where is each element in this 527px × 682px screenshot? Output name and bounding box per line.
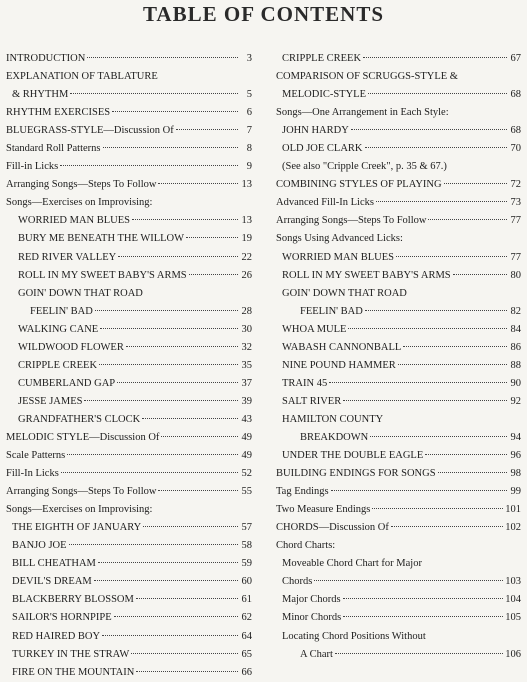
dot-leader [189,273,238,275]
toc-entry [276,628,521,646]
toc-entry [276,303,521,321]
dot-leader [67,453,238,455]
dot-leader [403,345,507,347]
toc-entry [6,628,252,646]
toc-page-number: 28 [241,305,252,317]
toc-entry-label: & RHYTHM [12,89,69,101]
toc-right-column [276,50,521,664]
dot-leader [117,381,238,383]
toc-page-number: 106 [505,648,521,660]
toc-entry [276,375,521,393]
toc-entry-label: Songs—Exercises on Improvising: [6,504,153,516]
toc-entry-label: WABASH CANNONBALL [282,341,402,353]
toc-page-number: 103 [505,576,521,588]
dot-leader [112,110,238,112]
dot-leader [372,507,503,509]
toc-entry [6,664,252,682]
dot-leader [438,471,507,473]
toc-page-number: 49 [241,450,252,462]
toc-entry-label: TURKEY IN THE STRAW [12,648,130,660]
toc-page-number: 13 [241,215,252,227]
toc-entry-label: Minor Chords [282,612,342,624]
toc-page-number: 13 [241,179,252,191]
toc-entry-label: UNDER THE DOUBLE EAGLE [282,450,424,462]
toc-entry [6,519,252,537]
toc-entry [6,501,252,519]
dot-leader [365,146,508,148]
toc-page-number: 26 [241,269,252,281]
dot-leader [70,92,238,94]
toc-entry [6,555,252,573]
toc-page-number: 49 [241,431,252,443]
dot-leader [370,435,507,437]
toc-entry-label: OLD JOE CLARK [282,143,363,155]
toc-entry [276,158,521,176]
dot-leader [368,92,507,94]
toc-entry [276,140,521,158]
toc-page-number: 8 [246,143,252,155]
dot-leader [391,525,503,527]
toc-entry [276,573,521,591]
toc-page-number: 32 [241,341,252,353]
toc-page-number: 92 [510,395,521,407]
toc-page-number: 61 [241,594,252,606]
toc-entry [6,429,252,447]
toc-entry-label: Songs Using Advanced Licks: [276,233,403,245]
toc-entry-label: Two Measure Endings [276,504,371,516]
toc-entry-label: DEVIL'S DREAM [12,576,92,588]
toc-left-column [6,50,252,682]
toc-entry-label: COMBINING STYLES OF PLAYING [276,179,442,191]
dot-leader [363,56,507,58]
toc-entry-label: Fill-In Licks [6,468,59,480]
toc-page-number: 68 [510,89,521,101]
toc-entry-label: TRAIN 45 [282,377,328,389]
toc-entry-label: GOIN' DOWN THAT ROAD [18,287,143,299]
toc-page-number: 90 [510,377,521,389]
toc-entry [276,249,521,267]
toc-entry [276,285,521,303]
toc-entry-label: (See also "Cripple Creek", p. 35 & 67.) [282,161,447,173]
toc-entry-label: Arranging Songs—Steps To Follow [6,179,157,191]
toc-entry-label: A Chart [300,648,333,660]
dot-leader [343,597,504,599]
dot-leader [348,327,507,329]
toc-entry [6,212,252,230]
toc-entry-label: CRIPPLE CREEK [18,359,98,371]
toc-page-number: 7 [246,125,252,137]
toc-entry-label: JESSE JAMES [18,395,83,407]
toc-page-number: 77 [510,251,521,263]
dot-leader [376,200,507,202]
dot-leader [425,453,507,455]
toc-page-number: 80 [510,269,521,281]
dot-leader [60,164,238,166]
toc-entry-label: Songs—One Arrangement in Each Style: [276,107,449,119]
toc-entry [276,411,521,429]
toc-page-number: 52 [241,468,252,480]
toc-entry-label: HAMILTON COUNTY [282,413,384,425]
toc-entry-label: RED RIVER VALLEY [18,251,117,263]
dot-leader [98,561,238,563]
toc-entry-label: BLACKBERRY BLOSSOM [12,594,134,606]
toc-entry-label: ROLL IN MY SWEET BABY'S ARMS [18,269,187,281]
toc-entry [6,447,252,465]
toc-entry-label: COMPARISON OF SCRUGGS-STYLE & [276,71,458,83]
toc-entry-label: BURY ME BENEATH THE WILLOW [18,233,185,245]
toc-entry [6,573,252,591]
toc-page-number: 60 [241,576,252,588]
toc-page-number: 22 [241,251,252,263]
dot-leader [335,652,503,654]
toc-page-number: 104 [505,594,521,606]
toc-entry [276,646,521,664]
dot-leader [161,435,238,437]
toc-entry [276,68,521,86]
toc-page-number: 72 [510,179,521,191]
toc-entry-label: WALKING CANE [18,323,99,335]
toc-entry-label: BREAKDOWN [300,431,369,443]
toc-page-number: 84 [510,323,521,335]
dot-leader [84,399,238,401]
dot-leader [95,309,238,311]
toc-entry-label: CRIPPLE CREEK [282,53,362,64]
dot-leader [365,309,507,311]
toc-entry-label: FEELIN' BAD [30,305,93,317]
toc-entry [6,465,252,483]
dot-leader [99,363,238,365]
toc-entry [276,122,521,140]
toc-entry-label: Arranging Songs—Steps To Follow [276,215,427,227]
toc-entry [6,537,252,555]
dot-leader [453,273,507,275]
toc-page-number: 30 [241,323,252,335]
toc-page-number: 62 [241,612,252,624]
toc-entry-label: RHYTHM EXERCISES [6,107,111,119]
toc-entry-label: THE EIGHTH OF JANUARY [12,522,142,534]
toc-entry [6,194,252,212]
dot-leader [444,182,507,184]
dot-leader [102,634,238,636]
toc-page-number: 98 [510,468,521,480]
dot-leader [118,255,238,257]
dot-leader [396,255,507,257]
toc-page-number: 68 [510,125,521,137]
toc-entry [276,86,521,104]
toc-entry-label: FIRE ON THE MOUNTAIN [12,666,135,678]
toc-page-number: 65 [241,648,252,660]
toc-page-number: 66 [241,666,252,678]
toc-entry [6,483,252,501]
dot-leader [176,128,238,130]
toc-entry [276,104,521,122]
toc-entry [6,591,252,609]
toc-entry-label: Advanced Fill-In Licks [276,197,374,209]
toc-entry [276,230,521,248]
toc-page-number: 70 [510,143,521,155]
toc-entry-label: INTRODUCTION [6,53,86,64]
toc-page-number: 39 [241,395,252,407]
toc-entry [276,555,521,573]
toc-page-number: 94 [510,431,521,443]
toc-page-number: 77 [510,215,521,227]
toc-entry [276,339,521,357]
toc-entry [6,140,252,158]
toc-entry [276,267,521,285]
toc-entry [6,411,252,429]
dot-leader [428,218,507,220]
toc-entry [6,609,252,627]
toc-page-number: 73 [510,197,521,209]
toc-page-number: 6 [246,107,252,119]
toc-entry [6,303,252,321]
toc-page-number: 55 [241,486,252,498]
dot-leader [132,218,238,220]
toc-entry [276,194,521,212]
dot-leader [126,345,238,347]
toc-entry-label: Arranging Songs—Steps To Follow [6,486,157,498]
toc-entry-label: WORRIED MAN BLUES [282,251,394,263]
toc-entry-label: BUILDING ENDINGS FOR SONGS [276,468,436,480]
toc-page-number: 101 [505,504,521,516]
dot-leader [114,615,238,617]
toc-entry [6,285,252,303]
toc-entry-label: WORRIED MAN BLUES [18,215,130,227]
toc-entry [6,249,252,267]
toc-entry-label: Standard Roll Patterns [6,143,101,155]
toc-entry [6,86,252,104]
toc-entry-label: ROLL IN MY SWEET BABY'S ARMS [282,269,451,281]
toc-entry [6,104,252,122]
dot-leader [158,182,238,184]
toc-entry-label: NINE POUND HAMMER [282,359,396,371]
toc-entry-label: CHORDS—Discussion Of [276,522,389,534]
toc-entry-label: Tag Endings [276,486,329,498]
toc-entry [276,609,521,627]
toc-entry-label: RED HAIRED BOY [12,630,101,642]
toc-entry [276,537,521,555]
dot-leader [186,236,238,238]
toc-entry-label: GOIN' DOWN THAT ROAD [282,287,407,299]
toc-entry-label: SAILOR'S HORNPIPE [12,612,112,624]
toc-entry [276,321,521,339]
dot-leader [69,543,238,545]
dot-leader [61,471,238,473]
dot-leader [87,56,238,58]
toc-entry-label: GRANDFATHER'S CLOCK [18,413,141,425]
dot-leader [398,363,507,365]
toc-entry [6,158,252,176]
toc-entry [6,339,252,357]
toc-page-number: 105 [505,612,521,624]
toc-page-number: 99 [510,486,521,498]
toc-page-number: 5 [246,89,252,101]
toc-entry [276,176,521,194]
toc-entry [6,68,252,86]
toc-entry-label: JOHN HARDY [282,125,349,137]
toc-entry [276,212,521,230]
toc-entry-label: Moveable Chord Chart for Major [282,558,422,570]
toc-entry [6,230,252,248]
toc-entry [276,519,521,537]
toc-entry [6,375,252,393]
dot-leader [136,670,238,672]
toc-page-number: 64 [241,630,252,642]
page-title: TABLE OF CONTENTS [142,2,385,26]
toc-entry-label: FEELIN' BAD [300,305,363,317]
toc-entry-label: WHOA MULE [282,323,347,335]
toc-page-number: 35 [241,359,252,371]
toc-page-number: 88 [510,359,521,371]
dot-leader [100,327,238,329]
toc-entry-label: EXPLANATION OF TABLATURE [6,71,158,83]
toc-entry [276,501,521,519]
toc-page-number: 67 [510,53,521,64]
toc-page-number: 58 [241,540,252,552]
toc-entry [6,646,252,664]
dot-leader [351,128,507,130]
toc-entry-label: CUMBERLAND GAP [18,377,116,389]
toc-entry [276,50,521,68]
toc-page-number: 102 [505,522,521,534]
toc-entry-label: MELODIC STYLE—Discussion Of [6,431,160,443]
dot-leader [329,381,507,383]
toc-entry-label: BANJO JOE [12,540,67,552]
toc-entry-label: Chord Charts: [276,540,336,552]
toc-entry-label: Locating Chord Positions Without [282,630,426,642]
dot-leader [343,399,507,401]
toc-entry [6,122,252,140]
toc-entry-label: Scale Patterns [6,450,66,462]
toc-page-number: 19 [241,233,252,245]
toc-entry [276,429,521,447]
dot-leader [131,652,238,654]
toc-entry [276,447,521,465]
dot-leader [343,615,503,617]
dot-leader [136,597,238,599]
toc-entry-label: BILL CHEATHAM [12,558,96,570]
dot-leader [331,489,507,491]
toc-entry [6,393,252,411]
toc-entry [276,357,521,375]
toc-entry [6,50,252,68]
toc-entry [276,393,521,411]
toc-entry-label: Major Chords [282,594,341,606]
toc-entry-label: Chords [282,576,313,588]
toc-page-number: 59 [241,558,252,570]
toc-page-number: 43 [241,413,252,425]
toc-entry [6,176,252,194]
toc-page-number: 96 [510,450,521,462]
toc-entry-label: SALT RIVER [282,395,342,407]
toc-page-number: 86 [510,341,521,353]
toc-entry [276,483,521,501]
dot-leader [94,579,238,581]
toc-entry-label: Songs—Exercises on Improvising: [6,197,153,209]
toc-page-number: 37 [241,377,252,389]
dot-leader [103,146,239,148]
dot-leader [143,525,238,527]
toc-entry-label: Fill-in Licks [6,161,59,173]
toc-entry-label: BLUEGRASS-STYLE—Discussion Of [6,125,174,137]
toc-entry [276,591,521,609]
toc-entry-label: MELODIC-STYLE [282,89,366,101]
toc-entry-label: WILDWOOD FLOWER [18,341,124,353]
toc-page-number: 9 [246,161,252,173]
toc-page-number: 57 [241,522,252,534]
toc-entry [6,267,252,285]
dot-leader [158,489,238,491]
dot-leader [314,579,503,581]
toc-entry [6,357,252,375]
toc-entry [6,321,252,339]
toc-page-number: 82 [510,305,521,317]
toc-page-number: 3 [246,53,252,64]
toc-entry [276,465,521,483]
dot-leader [142,417,238,419]
